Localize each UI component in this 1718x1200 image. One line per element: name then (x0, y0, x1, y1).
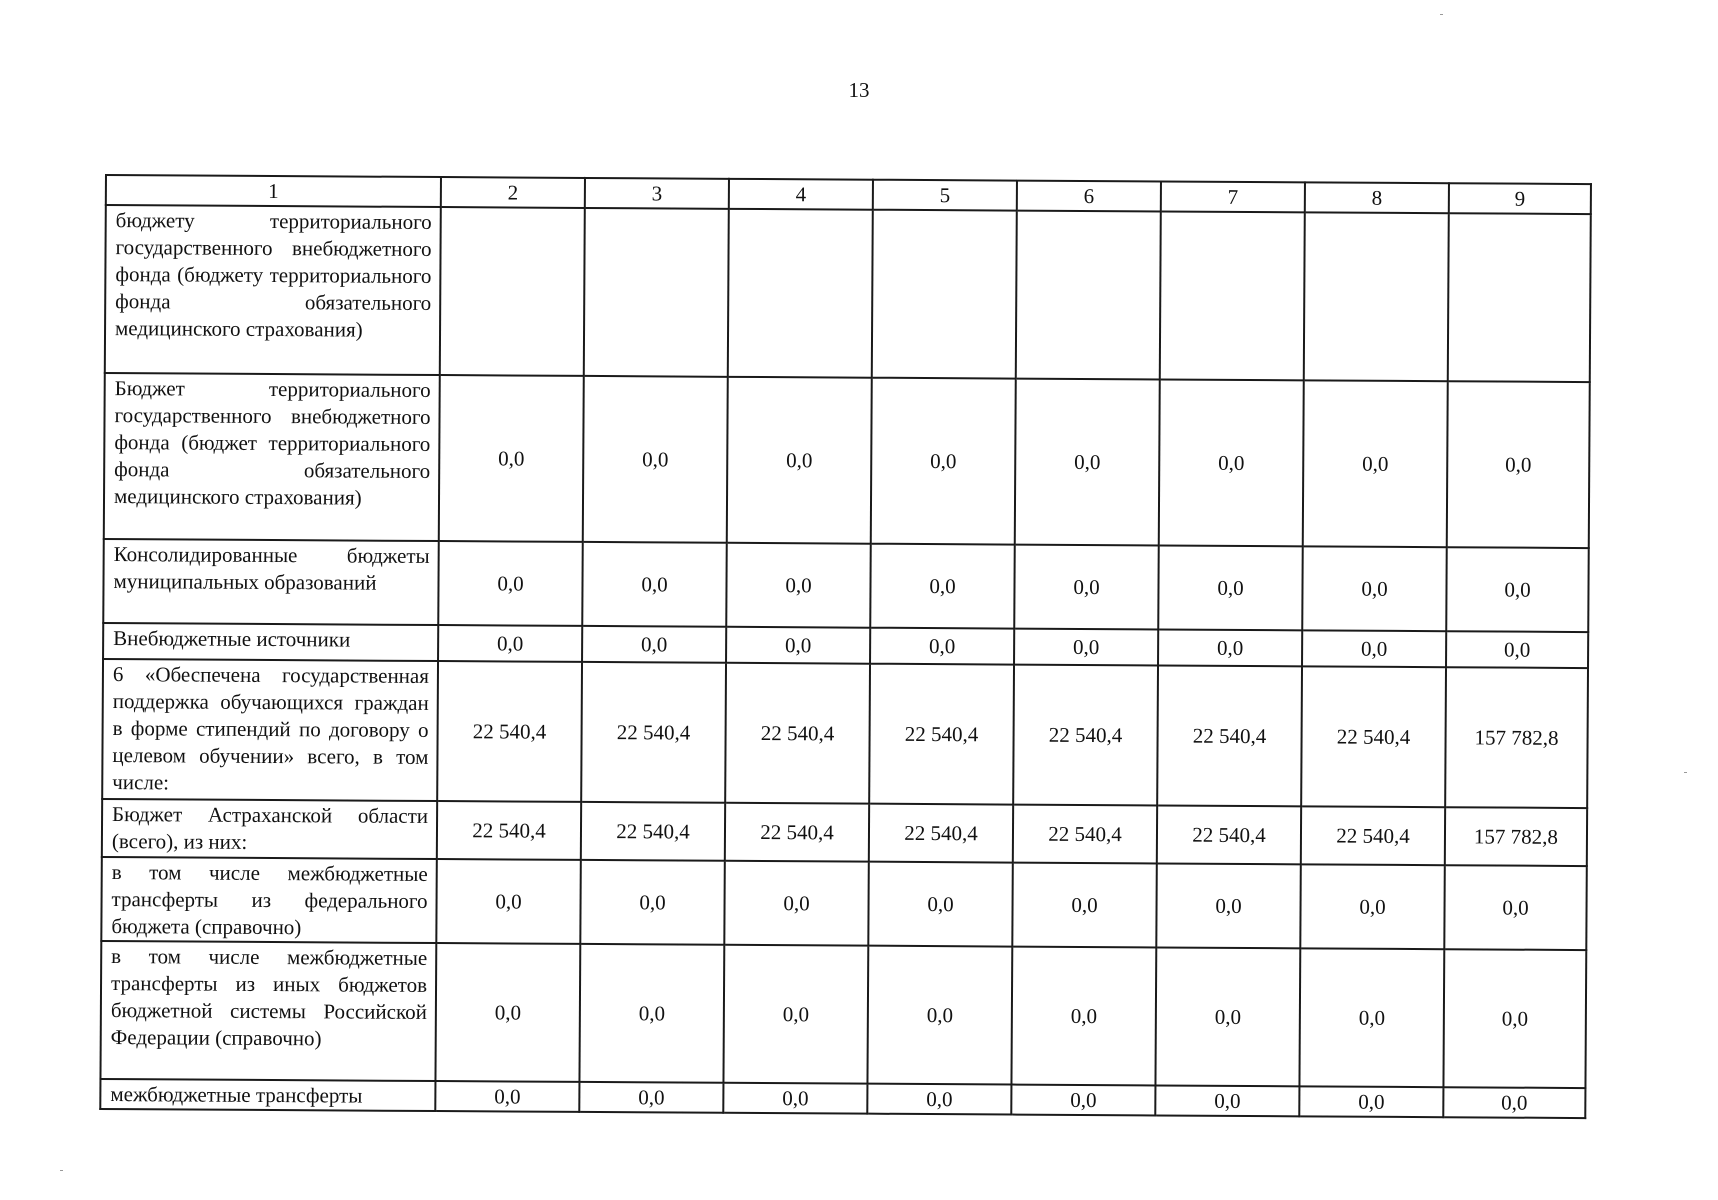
table-row (102, 799, 1587, 866)
cell-value: 22 540,4 (437, 801, 581, 860)
budget-table (99, 174, 1592, 1119)
cell-value: 0,0 (870, 628, 1014, 665)
cell-value: 22 540,4 (1157, 665, 1302, 806)
cell-value: 0,0 (724, 861, 869, 946)
cell-value: 0,0 (1446, 547, 1589, 632)
column-header: 9 (1449, 183, 1591, 214)
cell-value: 0,0 (579, 1082, 723, 1113)
cell-value: 0,0 (436, 859, 581, 944)
cell-value: 22 540,4 (869, 664, 1014, 805)
cell-value: 0,0 (435, 943, 580, 1082)
cell-value: 0,0 (1156, 863, 1301, 948)
cell-value: 0,0 (726, 543, 871, 628)
cell-value: 22 540,4 (581, 662, 726, 803)
cell-value: 0,0 (583, 376, 728, 543)
row-label: в том числе межбюджетные трансферты из иных бюджетов бюджетной системы Российской Федерации (справочно) (100, 941, 436, 1081)
table-row (104, 373, 1590, 548)
cell-value: 22 540,4 (869, 804, 1013, 863)
cell-value (440, 207, 585, 376)
cell-value: 0,0 (1159, 379, 1304, 546)
cell-value: 0,0 (1443, 1087, 1585, 1118)
cell-value: 0,0 (579, 944, 724, 1083)
page-number: 13 (848, 78, 870, 102)
cell-value: 0,0 (1014, 629, 1158, 666)
column-header: 6 (1017, 181, 1161, 212)
cell-value: 0,0 (1299, 1086, 1443, 1117)
cell-value: 22 540,4 (581, 802, 725, 861)
row-label: Бюджет территориального государственного внебюджетного фонда (бюджет территориального фонда обязательного медицинского страхования) (104, 373, 440, 541)
cell-value: 22 540,4 (1013, 805, 1157, 864)
cell-value: 0,0 (1155, 1085, 1299, 1116)
cell-value: 0,0 (1446, 631, 1588, 668)
table-row (103, 539, 1588, 632)
cell-value: 0,0 (435, 1081, 579, 1112)
cell-value (728, 209, 873, 378)
cell-value: 0,0 (1158, 545, 1303, 630)
cell-value: 0,0 (1011, 1085, 1155, 1116)
cell-value: 0,0 (1012, 863, 1157, 948)
cell-value: 0,0 (582, 542, 727, 627)
cell-value: 22 540,4 (437, 661, 582, 802)
cell-value: 0,0 (1158, 629, 1302, 666)
cell-value: 22 540,4 (1301, 666, 1446, 807)
cell-value (1448, 213, 1591, 382)
cell-value: 0,0 (868, 862, 1013, 947)
table-row (100, 941, 1586, 1088)
column-header: 3 (585, 178, 729, 209)
table-row (102, 659, 1588, 808)
row-label: Бюджет Астраханской области (всего), из них: (102, 799, 437, 859)
cell-value: 0,0 (1014, 545, 1159, 630)
cell-value: 0,0 (871, 378, 1016, 545)
cell-value: 157 782,8 (1445, 807, 1587, 866)
row-label: в том числе межбюджетные трансферты из федерального бюджета (справочно) (101, 857, 437, 943)
cell-value: 0,0 (1447, 381, 1590, 548)
cell-value (1016, 211, 1161, 380)
cell-value: 0,0 (727, 377, 872, 544)
cell-value: 157 782,8 (1445, 667, 1588, 808)
cell-value (872, 210, 1017, 379)
row-label: Консолидированные бюджеты муниципальных образований (103, 539, 439, 625)
table-row (101, 857, 1586, 950)
cell-value: 0,0 (1011, 947, 1156, 1086)
cell-value (584, 208, 729, 377)
row-label: бюджету территориального государственного внебюджетного фонда (бюджету территориального фонда обязательного медицинского страхования) (105, 205, 441, 375)
scan-speck (1440, 14, 1443, 15)
cell-value: 22 540,4 (725, 663, 870, 804)
cell-value: 0,0 (867, 1084, 1011, 1115)
cell-value: 0,0 (1443, 949, 1586, 1088)
cell-value: 22 540,4 (725, 803, 869, 862)
cell-value: 22 540,4 (1301, 806, 1445, 865)
cell-value: 0,0 (438, 625, 582, 662)
cell-value: 0,0 (1300, 864, 1445, 949)
cell-value: 0,0 (723, 1083, 867, 1114)
cell-value: 0,0 (1015, 379, 1160, 546)
row-label: Внебюджетные источники (103, 623, 438, 661)
scan-speck (60, 1170, 63, 1171)
cell-value: 0,0 (1299, 948, 1444, 1087)
row-label: межбюджетные трансферты (100, 1079, 435, 1111)
cell-value: 0,0 (439, 375, 584, 542)
column-header: 2 (441, 177, 585, 208)
cell-value (1304, 212, 1449, 381)
scan-speck (1684, 772, 1687, 773)
table-row (105, 205, 1591, 382)
cell-value: 0,0 (1302, 630, 1446, 667)
cell-value: 0,0 (870, 544, 1015, 629)
cell-value: 0,0 (438, 541, 583, 626)
column-header: 8 (1305, 182, 1449, 213)
column-header: 1 (106, 175, 441, 207)
cell-value: 0,0 (726, 627, 870, 664)
column-header: 7 (1161, 181, 1305, 212)
cell-value: 0,0 (1444, 865, 1587, 950)
column-header: 4 (729, 179, 873, 210)
cell-value: 0,0 (582, 626, 726, 663)
cell-value: 0,0 (723, 945, 868, 1084)
cell-value: 0,0 (1155, 947, 1300, 1086)
cell-value (1160, 211, 1305, 380)
row-label: 6 «Обеспечена государственная поддержка обучающихся граждан в форме стипендий по договору о целевом обучении» всего, в том числе: (102, 659, 438, 801)
cell-value: 0,0 (1303, 380, 1448, 547)
cell-value: 22 540,4 (1157, 805, 1301, 864)
cell-value: 0,0 (867, 946, 1012, 1085)
cell-value: 0,0 (1302, 546, 1447, 631)
cell-value: 0,0 (580, 860, 725, 945)
cell-value: 22 540,4 (1013, 665, 1158, 806)
column-header: 5 (873, 180, 1017, 211)
